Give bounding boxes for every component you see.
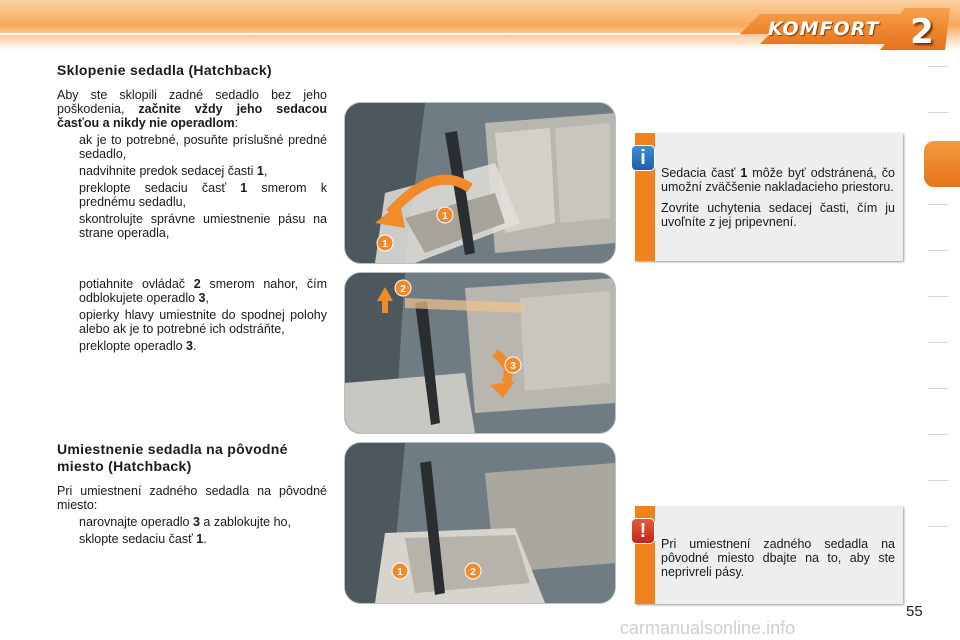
chapter-number: 2 — [910, 12, 934, 52]
section-title: Sklopenie sedadla (Hatchback) — [57, 62, 272, 78]
seat-photo-1 — [345, 103, 615, 263]
step-ref: 3 — [192, 515, 200, 529]
step-text: skontrolujte správne umiestnenie pásu na strane operadla, — [79, 212, 327, 240]
step-text: narovnajte operadlo — [79, 515, 193, 529]
chapter-tab[interactable] — [928, 296, 948, 341]
section-title: Umiestnenie sedadla na pôvodné miesto (Hatchback) — [57, 441, 288, 474]
step-ref: 1 — [196, 532, 204, 546]
section-intro — [57, 88, 327, 130]
intro-end: : — [234, 116, 239, 130]
chapter-tab[interactable] — [928, 250, 948, 295]
chapter-tab[interactable] — [928, 204, 948, 249]
info-note — [635, 133, 903, 261]
step-text: preklopte operadlo — [79, 339, 187, 353]
watermark: carmanualsonline.info — [620, 618, 796, 638]
list-item — [57, 181, 327, 209]
step-text: opierky hlavy umiestnite do spodnej polohy alebo ak je to potrebné ich odstráňte, — [79, 308, 327, 336]
note-paragraph: Zovrite uchytenia sedacej časti, čím ju uvoľníte z jej pripevnení. — [661, 201, 895, 229]
photo-label: 1 — [382, 239, 388, 250]
seat-illustration — [345, 103, 615, 263]
step-text: ak je to potrebné, posuňte príslušné predné sedadlo, — [79, 133, 327, 161]
chapter-tab[interactable] — [928, 526, 948, 571]
step-ref: 3 — [198, 291, 206, 305]
step-ref: 2 — [193, 277, 201, 291]
photo-label: 3 — [510, 361, 516, 372]
chapter-tab[interactable] — [928, 388, 948, 433]
note-paragraph — [661, 166, 895, 194]
intro-bold: začnite vždy jeho sedacou časťou a nikdy nie operadlom — [57, 102, 327, 130]
section-fold-seat — [57, 62, 327, 243]
list-item — [57, 212, 327, 240]
step-text: , — [263, 164, 268, 178]
step-text: . — [203, 532, 207, 546]
chapter-tab[interactable] — [928, 480, 948, 525]
chapter-tab[interactable] — [928, 66, 948, 111]
note-text-part: Sedacia časť — [661, 166, 741, 180]
note-text — [661, 506, 895, 579]
photo-label: 1 — [442, 211, 448, 222]
step-text: , — [205, 291, 209, 305]
seat-photo-2 — [345, 273, 615, 433]
chapter-tab[interactable] — [928, 342, 948, 387]
step-text: a zablokujte ho, — [199, 515, 291, 529]
note-text — [661, 133, 895, 229]
photo-label: 2 — [400, 284, 406, 295]
seat-photo-3 — [345, 443, 615, 603]
list-item — [57, 515, 327, 529]
chapter-tab-active[interactable] — [924, 141, 960, 187]
photo-label: 1 — [397, 567, 403, 578]
section-restore-seat — [57, 441, 327, 549]
section-fold-backrest — [57, 277, 327, 356]
step-text: nadvihnite predok sedacej časti — [79, 164, 257, 178]
photo-label: 2 — [470, 567, 476, 578]
list-item — [57, 277, 327, 305]
list-item — [57, 308, 327, 336]
section-intro: Pri umiestnení zadného sedadla na pôvodné miesto: — [57, 484, 327, 512]
list-item — [57, 532, 327, 546]
warning-note — [635, 506, 903, 604]
steps-list — [57, 133, 327, 240]
page-number: 55 — [906, 603, 923, 620]
step-ref: 1 — [256, 164, 264, 178]
seat-illustration — [345, 273, 615, 433]
note-ref: 1 — [740, 166, 748, 180]
list-item — [57, 339, 327, 353]
step-text: . — [192, 339, 197, 353]
info-icon: i — [631, 145, 655, 171]
warning-icon: ! — [631, 518, 655, 544]
seat-illustration — [345, 443, 615, 603]
note-text-part: môže byť odstránená, čo umožní zväčšenie nakladacieho priestoru. — [661, 166, 895, 194]
step-text: sklopte sedaciu časť — [79, 532, 197, 546]
step-ref: 3 — [186, 339, 193, 353]
step-ref: 1 — [240, 181, 248, 195]
note-paragraph: Pri umiestnení zadného sedadla na pôvodné miesto dbajte na to, aby ste neprivreli pásy. — [661, 537, 895, 579]
step-text: potiahnite ovládač — [79, 277, 194, 291]
chapter-tab[interactable] — [928, 434, 948, 479]
step-text: preklopte sedaciu časť — [79, 181, 241, 195]
steps-list — [57, 277, 327, 353]
list-item — [57, 164, 327, 178]
chapter-title: KOMFORT — [768, 18, 880, 40]
step-text: smerom nahor, čím odblokujete operadlo — [79, 277, 327, 305]
step-text: smerom k prednému sedadlu, — [79, 181, 327, 209]
intro-text: Aby ste sklopili zadné sedadlo bez jeho poškodenia, — [57, 88, 327, 116]
steps-list — [57, 515, 327, 546]
list-item — [57, 133, 327, 161]
